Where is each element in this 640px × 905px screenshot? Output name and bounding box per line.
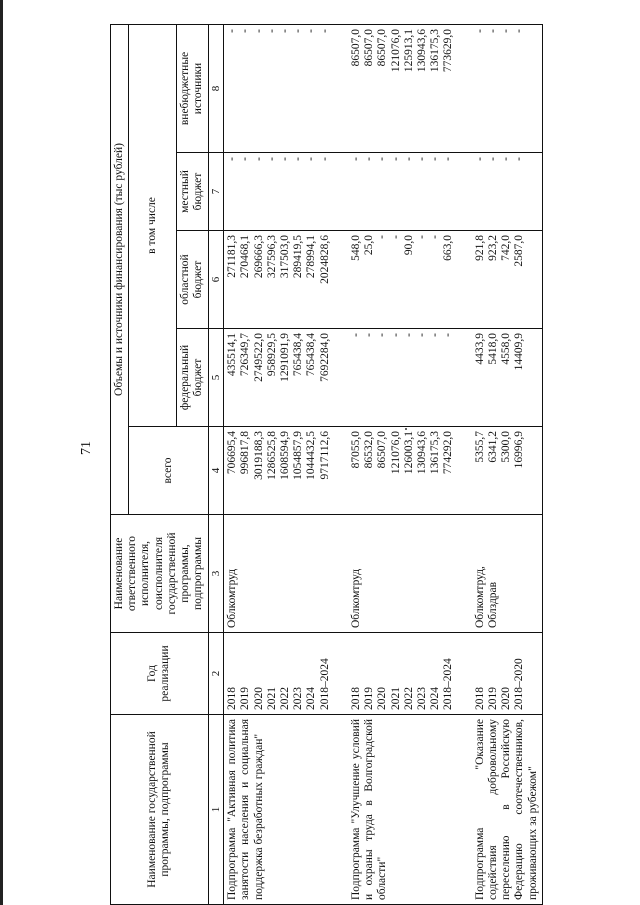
local-cell-value: -	[486, 157, 499, 161]
local-cell-value: -	[265, 157, 278, 161]
total-cell-value: 3019188,3	[252, 431, 265, 480]
years-cell-value: 2018–2020	[513, 658, 526, 710]
regional-cell-value: 271181,3	[226, 235, 239, 278]
regional-cell-value: 25,0	[363, 235, 376, 256]
federal-cell-value: -	[389, 333, 402, 337]
total-cell	[348, 427, 458, 515]
col-index: 2	[208, 633, 224, 715]
years-cell-value: 2023	[292, 687, 305, 710]
header-year: Год реализации	[111, 633, 209, 715]
total-cell-value: 1044432,5	[305, 431, 318, 480]
spacer-cell	[458, 329, 472, 427]
local-cell-value: -	[402, 157, 415, 161]
header-extra: внебюджетные источники	[177, 24, 208, 152]
years-cell-value: 2019	[239, 687, 252, 710]
years-cell-value: 2020	[376, 687, 389, 710]
extra-cell-value: -	[486, 28, 499, 33]
executor-name: Облкомтруд	[348, 515, 458, 633]
local-cell-value: -	[376, 157, 389, 161]
total-cell-value: 774292,0	[442, 431, 455, 475]
total-cell-value: 6341,2	[486, 431, 499, 463]
column-index-row	[208, 24, 224, 904]
federal-cell-value: 14409,9	[513, 333, 526, 371]
regional-cell-value: 2024828,6	[318, 235, 331, 284]
regional-cell-value: 289419,5	[292, 235, 305, 279]
scan-edge-mark	[0, 0, 3, 905]
extra-cell-value: 121076,0	[389, 28, 402, 73]
local-cell-value: -	[389, 157, 402, 161]
table-row	[224, 24, 334, 904]
total-cell	[224, 427, 334, 515]
total-cell-value: 9717112,6	[318, 431, 331, 480]
header-volumes: Объемы и источники финансирования (тыс рублей)	[111, 24, 129, 514]
header-total: всего	[129, 427, 208, 515]
local-cell-value: -	[416, 157, 429, 161]
regional-cell-value: 663,0	[442, 235, 455, 261]
years-cell-value: 2024	[305, 687, 318, 710]
spacer-cell	[334, 153, 348, 231]
regional-cell-value: 921,8	[473, 235, 486, 261]
regional-cell-value: 90,0	[402, 235, 415, 256]
federal-cell-value: -	[429, 333, 442, 337]
extra-cell-value: -	[500, 28, 513, 33]
spacer-cell	[334, 427, 348, 515]
local-cell-value: -	[305, 157, 318, 161]
col-index: 7	[208, 153, 224, 231]
spacer-cell	[458, 515, 472, 633]
total-cell-value: 996817,8	[239, 431, 252, 475]
spacer-cell	[458, 633, 472, 715]
spacer-cell	[334, 24, 348, 152]
federal-cell-value: 1291091,9	[279, 333, 292, 382]
total-cell-value: 1608594,9	[279, 431, 292, 480]
group-spacer	[458, 24, 472, 904]
spacer-cell	[334, 633, 348, 715]
local-cell-value: -	[349, 157, 362, 161]
years-cell-value: 2021	[389, 687, 402, 710]
local-cell-value: -	[318, 157, 331, 161]
federal-cell-value: 435514,1	[226, 333, 239, 377]
regional-cell-value: 742,0	[500, 235, 513, 261]
extra-cell-value: 773629,0	[442, 28, 455, 73]
extra-cell-value: 86507,0	[349, 28, 362, 67]
extra-cell-value: 125913,1	[402, 28, 415, 73]
header-regional: областной бюджет	[177, 231, 208, 329]
financing-table	[110, 24, 543, 905]
header-federal: федеральный бюджет	[177, 329, 208, 427]
years-cell-value: 2021	[265, 687, 278, 710]
years-cell-value: 2024	[429, 687, 442, 710]
local-cell-value: -	[429, 157, 442, 161]
regional-cell-value: 923,2	[486, 235, 499, 261]
total-cell-value: 87055,0	[349, 431, 362, 469]
regional-cell-value: 270468,1	[239, 235, 252, 279]
years-cell	[224, 633, 334, 715]
federal-cell	[348, 329, 458, 427]
regional-cell-value: 317503,0	[279, 235, 292, 279]
years-cell-value: 2019	[363, 687, 376, 710]
total-cell-value: 86507,0	[376, 431, 389, 469]
total-cell-value: 86532,0	[363, 431, 376, 469]
federal-cell	[472, 329, 543, 427]
total-cell-value: 130943,6	[416, 431, 429, 475]
col-index: 3	[208, 515, 224, 633]
total-cell-value: 706695,4	[226, 431, 239, 475]
spacer-cell	[458, 153, 472, 231]
spacer-cell	[458, 427, 472, 515]
spacer-cell	[334, 515, 348, 633]
regional-cell-value: -	[416, 235, 429, 239]
local-cell-value: -	[279, 157, 292, 161]
local-cell-value: -	[363, 157, 376, 161]
total-cell-value: 126003,1	[402, 431, 415, 475]
spacer-cell	[334, 715, 348, 905]
years-cell-value: 2022	[279, 687, 292, 710]
years-cell-value: 2019	[486, 687, 499, 710]
extra-cell-value: 130943,6	[416, 28, 429, 73]
extra-cell-value: -	[513, 28, 526, 33]
extra-cell-value: -	[239, 28, 252, 33]
regional-cell-value: 269666,3	[252, 235, 265, 279]
local-cell-value: -	[473, 157, 486, 161]
extra-cell-value: -	[252, 28, 265, 33]
years-cell-value: 2018	[349, 687, 362, 710]
federal-cell	[224, 329, 334, 427]
extra-cell	[348, 24, 458, 152]
regional-cell-value: 548,0	[349, 235, 362, 261]
local-cell-value: -	[513, 157, 526, 161]
federal-cell-value: 765438,4	[305, 333, 318, 377]
spacer-cell	[458, 24, 472, 152]
group-spacer	[334, 24, 348, 904]
col-index: 4	[208, 427, 224, 515]
federal-cell-value: 726349,7	[239, 333, 252, 377]
years-cell	[472, 633, 543, 715]
spacer-cell	[458, 715, 472, 905]
total-cell-value: 1054857,9	[292, 431, 305, 480]
extra-cell-value: -	[305, 28, 318, 33]
federal-cell-value: 4433,9	[473, 333, 486, 365]
program-name: Подпрограмма "Оказание содействия добровольному переселению в Российскую Федерацию соотечественников, проживающих за рубежом"	[472, 715, 543, 905]
federal-cell-value: -	[349, 333, 362, 337]
years-cell-value: 2022	[402, 687, 415, 710]
extra-cell-value: -	[318, 28, 331, 33]
regional-cell-value: -	[376, 235, 389, 239]
federal-cell-value: -	[442, 333, 455, 337]
extra-cell-value: 86507,0	[363, 28, 376, 67]
regional-cell-value: 327596,3	[265, 235, 278, 279]
federal-cell-value: -	[376, 333, 389, 337]
federal-cell-value: -	[402, 333, 415, 337]
program-name: Подпрограмма "Активная политика занятости населения и социальная поддержка безработных граждан"	[224, 715, 334, 905]
local-cell-value: -	[500, 157, 513, 161]
years-cell-value: 2018–2024	[442, 658, 455, 710]
executor-name: Облкомтруд, Облздрав	[472, 515, 543, 633]
federal-cell-value: 5418,0	[486, 333, 499, 365]
local-cell-value: -	[292, 157, 305, 161]
col-index: 5	[208, 329, 224, 427]
col-index: 6	[208, 231, 224, 329]
local-cell-value: -	[442, 157, 455, 161]
local-cell	[348, 153, 458, 231]
local-cell	[224, 153, 334, 231]
table-body	[224, 24, 543, 904]
header-name: Наименование государственной программы, подпрограммы	[111, 715, 209, 905]
total-cell	[472, 427, 543, 515]
extra-cell	[472, 24, 543, 152]
regional-cell	[472, 231, 543, 329]
years-cell-value: 2018	[226, 687, 239, 710]
total-cell-value: 5300,0	[500, 431, 513, 463]
spacer-cell	[334, 329, 348, 427]
local-cell-value: -	[252, 157, 265, 161]
table-row	[472, 24, 543, 904]
extra-cell	[224, 24, 334, 152]
header-incl: в том числе	[129, 24, 177, 426]
total-cell-value: 121076,0	[389, 431, 402, 475]
local-cell	[472, 153, 543, 231]
federal-cell-value: 4558,0	[500, 333, 513, 365]
extra-cell-value: 136175,3	[429, 28, 442, 73]
extra-cell-value: -	[292, 28, 305, 33]
years-cell-value: 2018	[473, 687, 486, 710]
local-cell-value: -	[239, 157, 252, 161]
total-cell-value: 136175,3	[429, 431, 442, 475]
total-cell-value: 5355,7	[473, 431, 486, 463]
page-number: 71	[79, 441, 94, 455]
federal-cell-value: 958929,5	[265, 333, 278, 377]
header-executor: Наименование ответственного исполнителя, соисполнителя государственной программы, подпрограммы	[111, 515, 209, 633]
total-cell-value: 16996,9	[513, 431, 526, 469]
federal-cell-value: 765438,4	[292, 333, 305, 377]
years-cell-value: 2020	[500, 687, 513, 710]
years-cell	[348, 633, 458, 715]
local-cell-value: -	[226, 157, 239, 161]
extra-cell-value: -	[226, 28, 239, 33]
regional-cell-value: 278994,1	[305, 235, 318, 279]
extra-cell-value: -	[279, 28, 292, 33]
extra-cell-value: -	[265, 28, 278, 33]
years-cell-value: 2023	[416, 687, 429, 710]
total-cell-value: 1286525,8	[265, 431, 278, 480]
rotated-table-container	[110, 25, 638, 905]
regional-cell-value: 2587,0	[513, 235, 526, 267]
federal-cell-value: 7692284,0	[318, 333, 331, 382]
col-index: 1	[208, 715, 224, 905]
extra-cell-value: 86507,0	[376, 28, 389, 67]
federal-cell-value: -	[416, 333, 429, 337]
col-index: 8	[208, 24, 224, 152]
federal-cell-value: -	[363, 333, 376, 337]
extra-cell-value: -	[473, 28, 486, 33]
header-local: местный бюджет	[177, 153, 208, 231]
table-row	[348, 24, 458, 904]
years-cell-value: 2018–2024	[318, 658, 331, 710]
spacer-cell	[334, 231, 348, 329]
regional-cell-value: -	[389, 235, 402, 239]
regional-cell	[348, 231, 458, 329]
regional-cell	[224, 231, 334, 329]
regional-cell-value: -	[429, 235, 442, 239]
years-cell-value: 2020	[252, 687, 265, 710]
federal-cell-value: 2749522,0	[252, 333, 265, 382]
spacer-cell	[458, 231, 472, 329]
program-name: Подпрограмма "Улучшение условий и охраны труда в Волгоградской области"	[348, 715, 458, 905]
executor-name: Облкомтруд	[224, 515, 334, 633]
